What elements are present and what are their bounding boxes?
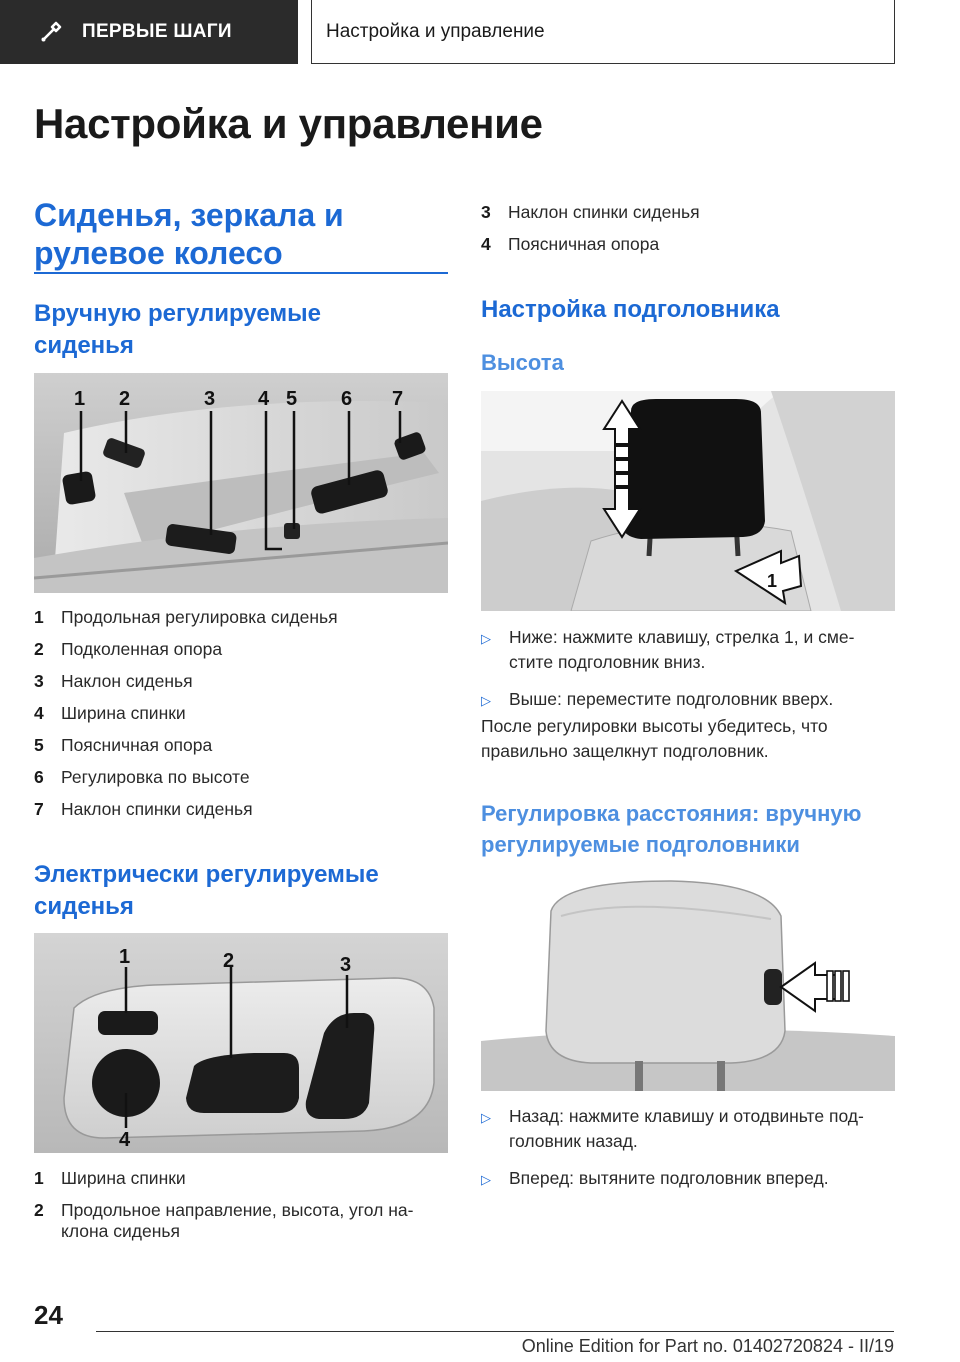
- page-title: Настройка и управление: [34, 100, 543, 147]
- edition-text: Online Edition for Part no. 01402720824 - II/19: [521, 1336, 894, 1356]
- section-heading-line: рулевое колесо: [34, 235, 283, 271]
- headrest-heading: Настройка подголовника: [481, 296, 780, 323]
- electric-seat-figure: [34, 933, 448, 1153]
- heading-line: сиденья: [34, 893, 134, 920]
- figure-label: 5: [286, 388, 298, 410]
- list-item: 1 Ширина спинки: [34, 1168, 186, 1188]
- list-item: ▷ Выше: переместите подголовник вверх.: [481, 689, 834, 709]
- heading-line: Вручную регулируемые: [34, 300, 322, 327]
- headrest-height-figure: [481, 391, 895, 611]
- footer-divider: [96, 1331, 894, 1332]
- heading-line: Регулировка расстояния: вручную: [481, 801, 862, 826]
- electric-seat-legend-cont: [481, 202, 895, 266]
- list-item: 2 Продольное направление, высота, угол на- клона сиденья: [34, 1200, 414, 1241]
- section-tab-label: ПЕРВЫЕ ШАГИ: [82, 21, 232, 42]
- distance-instructions: [481, 1104, 895, 1204]
- list-item: ▷ Вперед: вытяните подголовник вперед.: [481, 1168, 829, 1188]
- list-item: 4 Ширина спинки: [34, 703, 186, 723]
- figure-label: 2: [119, 388, 131, 410]
- figure-label: 7: [392, 388, 404, 410]
- figure-label: 4: [258, 388, 270, 410]
- list-item: 6 Регулировка по высоте: [34, 767, 250, 787]
- figure-label: 2: [223, 950, 235, 972]
- figure-label: 4: [119, 1129, 131, 1151]
- list-item: 4 Поясничная опора: [481, 234, 660, 254]
- figure-label: 3: [340, 954, 352, 976]
- figure-label: 1: [74, 388, 86, 410]
- electric-seats-heading: [34, 859, 379, 923]
- list-item: ▷ Ниже: нажмите клавишу, стрелка 1, и сме- стите подголовник вниз.: [481, 627, 855, 672]
- manual-seats-heading: [34, 298, 321, 362]
- heading-line: Электрически регулируемые: [34, 861, 379, 888]
- note-line: После регулировки высоты убедитесь, что: [481, 716, 828, 736]
- heading-line: регулируемые подголовники: [481, 832, 800, 857]
- chapter-title: Настройка и управление: [326, 20, 545, 42]
- section-tab[interactable]: [0, 0, 298, 64]
- manual-seat-legend: [34, 607, 448, 831]
- list-item: 1 Продольная регулировка сиденья: [34, 607, 338, 627]
- manual-seat-figure: [34, 373, 448, 593]
- heading-line: сиденья: [34, 332, 134, 359]
- list-item: 7 Наклон спинки сиденья: [34, 799, 253, 819]
- height-heading: Высота: [481, 350, 564, 375]
- section-heading: [34, 196, 344, 272]
- list-item: 5 Поясничная опора: [34, 735, 213, 755]
- section-divider: [34, 272, 448, 274]
- distance-heading: [481, 798, 861, 860]
- figure-label: 1: [119, 946, 131, 968]
- list-item: 2 Подколенная опора: [34, 639, 223, 659]
- figure-label: 1: [767, 571, 778, 591]
- list-item: 3 Наклон спинки сиденья: [481, 202, 700, 222]
- height-instructions: [481, 625, 895, 725]
- note-line: правильно защелкнут подголовник.: [481, 741, 769, 761]
- list-item: ▷ Назад: нажмите клавишу и отодвиньте под- головник назад.: [481, 1106, 864, 1151]
- height-note: [481, 714, 895, 764]
- list-item: 3 Наклон сиденья: [34, 671, 193, 691]
- headrest-distance-figure: [481, 871, 895, 1091]
- page-number: 24: [34, 1300, 63, 1330]
- section-heading-line: Сиденья, зеркала и: [34, 197, 344, 233]
- figure-label: 6: [341, 388, 353, 410]
- figure-label: 3: [204, 388, 216, 410]
- wrench-icon: [40, 21, 66, 43]
- electric-seat-legend: [34, 1168, 448, 1253]
- chapter-header: [311, 0, 895, 64]
